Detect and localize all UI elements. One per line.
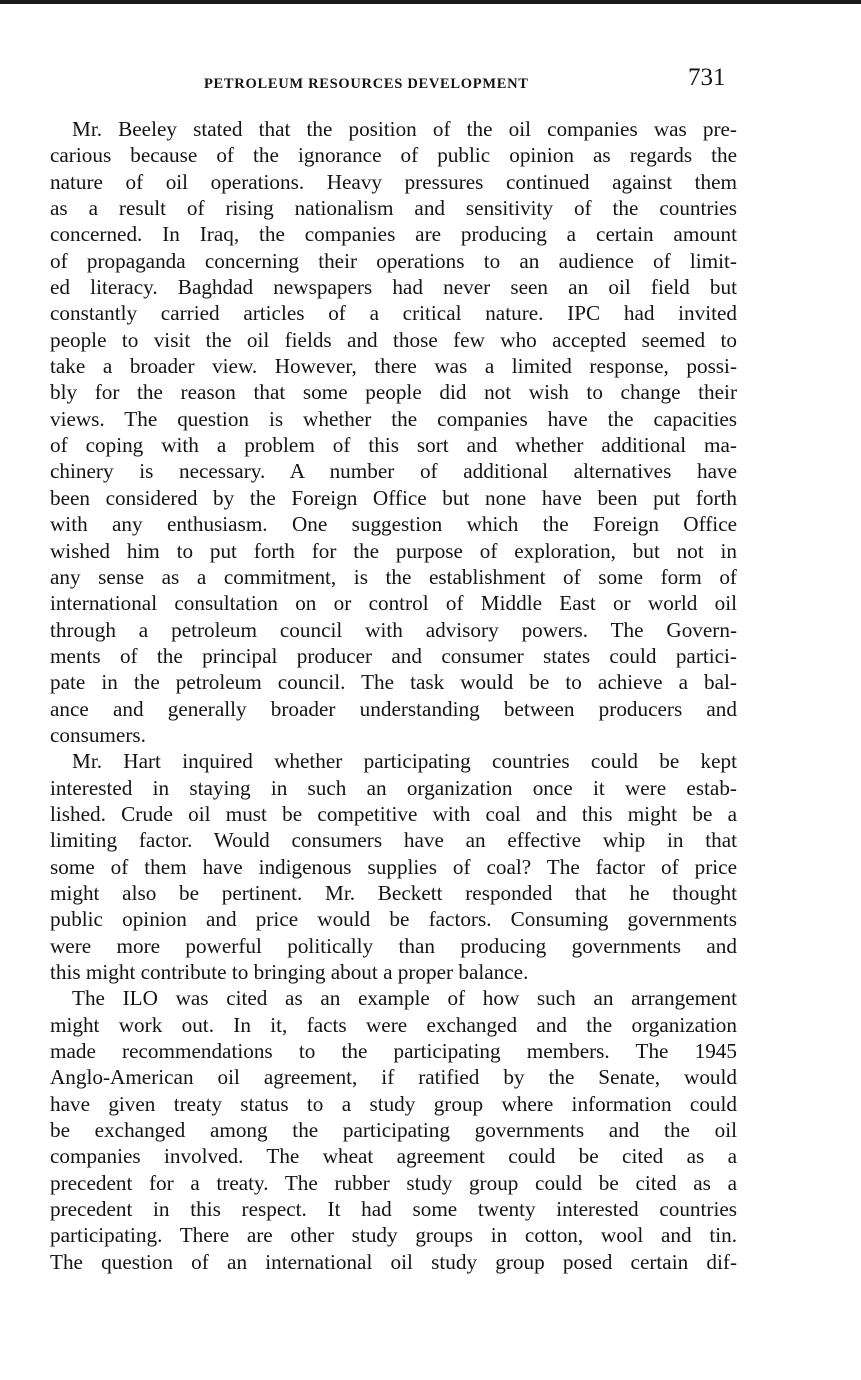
text-line: limiting factor. Would consumers have an effective whip in that	[50, 828, 737, 853]
text-line: interested in staying in such an organization once it were estab-	[50, 775, 737, 800]
text-line: might work out. In it, facts were exchanged and the organization	[50, 1012, 737, 1037]
text-line: any sense as a commitment, is the establishment of some form of	[50, 564, 737, 589]
text-line: some of them have indigenous supplies of coal? The factor of price	[50, 854, 737, 879]
text-line: chinery is necessary. A number of additional alternatives have	[50, 459, 737, 484]
text-line: of propaganda concerning their operations to an audience of limit-	[50, 248, 737, 273]
text-line: might also be pertinent. Mr. Beckett responded that he thought	[50, 880, 737, 905]
text-line: The question of an international oil study group posed certain dif-	[50, 1249, 737, 1274]
text-line: people to visit the oil fields and those few who accepted seemed to	[50, 327, 737, 352]
paragraph-2	[50, 748, 737, 985]
text-line: public opinion and price would be factors. Consuming governments	[50, 907, 737, 932]
text-line: take a broader view. However, there was a limited response, possi-	[50, 354, 737, 379]
text-line: be exchanged among the participating governments and the oil	[50, 1118, 737, 1143]
text-line: participating. There are other study groups in cotton, wool and tin.	[50, 1223, 737, 1248]
text-line: international consultation on or control of Middle East or world oil	[50, 591, 737, 616]
text-line: made recommendations to the participating members. The 1945	[50, 1039, 737, 1064]
page-number: 731	[688, 64, 726, 91]
text-line: as a result of rising nationalism and sensitivity of the countries	[50, 196, 737, 221]
text-line: wished him to put forth for the purpose of exploration, but not in	[50, 538, 737, 563]
text-line: with any enthusiasm. One suggestion which the Foreign Office	[50, 512, 737, 537]
text-line: Anglo-American oil agreement, if ratified by the Senate, would	[50, 1065, 737, 1090]
text-line: precedent for a treaty. The rubber study group could be cited as a	[50, 1170, 737, 1195]
text-line: views. The question is whether the companies have the capacities	[50, 406, 737, 431]
text-line: The ILO was cited as an example of how such an arrangement	[72, 986, 737, 1011]
paragraph-3	[50, 985, 737, 1275]
text-line: constantly carried articles of a critical nature. IPC had invited	[50, 301, 737, 326]
running-title: PETROLEUM RESOURCES DEVELOPMENT	[204, 76, 529, 92]
text-line: concerned. In Iraq, the companies are producing a certain amount	[50, 222, 737, 247]
text-line: lished. Crude oil must be competitive with coal and this might be a	[50, 801, 737, 826]
text-line: this might contribute to bringing about a proper balance.	[50, 960, 529, 984]
text-line: of coping with a problem of this sort and whether additional ma-	[50, 433, 737, 458]
text-line: carious because of the ignorance of public opinion as regards the	[50, 143, 737, 168]
text-line: ments of the principal producer and consumer states could partici-	[50, 643, 737, 668]
text-line: precedent in this respect. It had some twenty interested countries	[50, 1197, 737, 1222]
text-line: nature of oil operations. Heavy pressures continued against them	[50, 169, 737, 194]
text-line: Mr. Hart inquired whether participating countries could be kept	[72, 749, 737, 774]
text-line: companies involved. The wheat agreement could be cited as a	[50, 1144, 737, 1169]
text-line: have given treaty status to a study group where information could	[50, 1091, 737, 1116]
body-text	[50, 116, 737, 1275]
text-line: through a petroleum council with advisory powers. The Govern-	[50, 617, 737, 642]
text-line: consumers.	[50, 722, 146, 747]
text-line: were more powerful politically than producing governments and	[50, 933, 737, 958]
text-line: ance and generally broader understanding between producers and	[50, 696, 737, 721]
text-line: been considered by the Foreign Office but none have been put forth	[50, 485, 737, 510]
paragraph-1	[50, 116, 737, 748]
text-line: Mr. Beeley stated that the position of the oil companies was pre-	[72, 117, 737, 141]
text-line: bly for the reason that some people did not wish to change their	[50, 380, 737, 405]
text-line: ed literacy. Baghdad newspapers had never seen an oil field but	[50, 275, 737, 300]
text-line: pate in the petroleum council. The task would be to achieve a bal-	[50, 670, 737, 695]
